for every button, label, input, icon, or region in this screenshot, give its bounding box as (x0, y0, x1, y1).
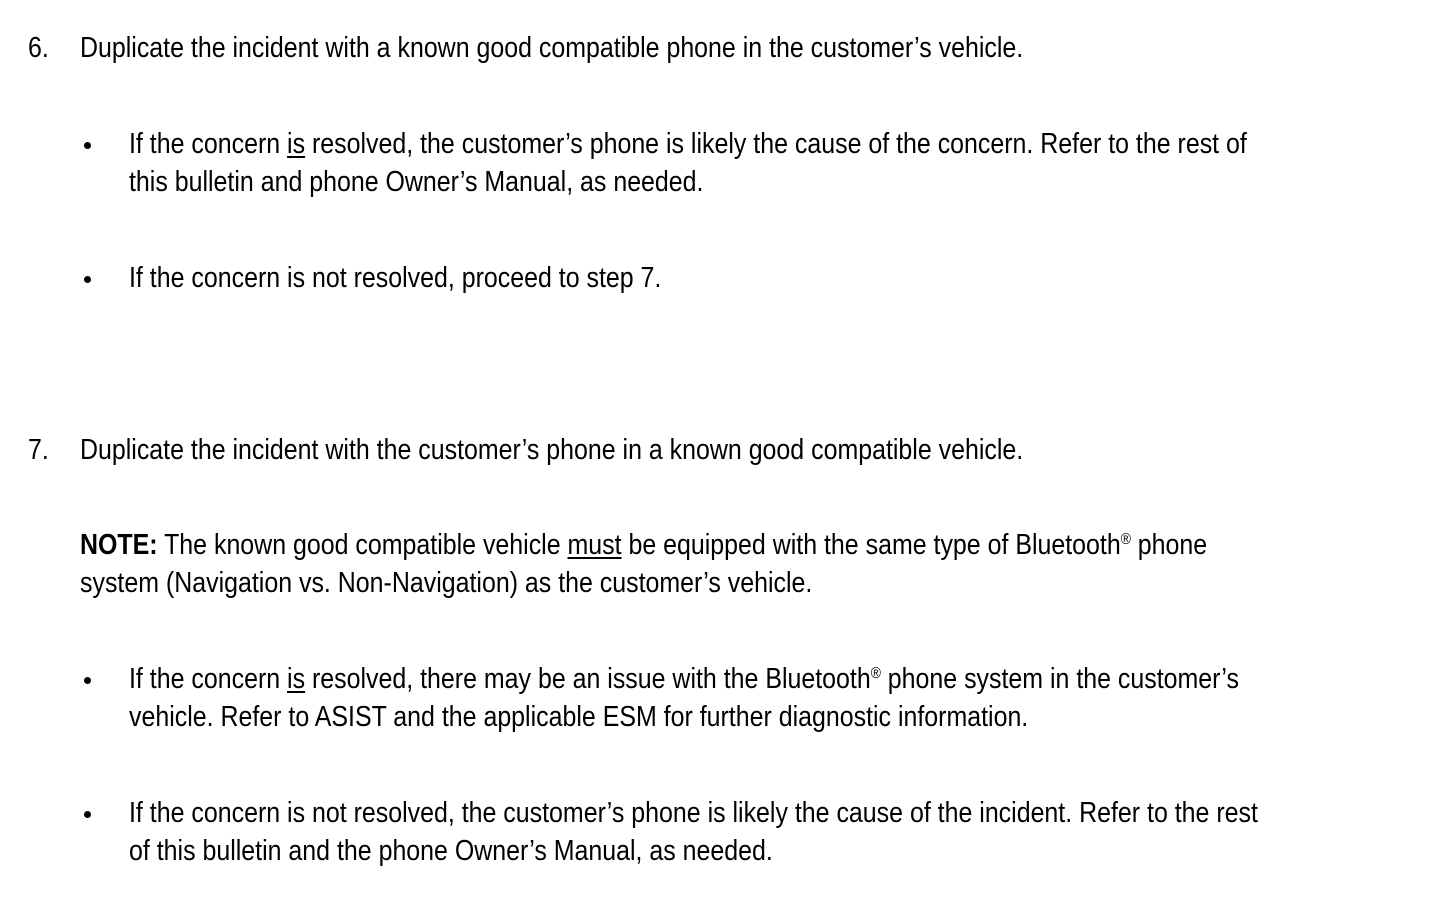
step-7-number: 7. (28, 434, 49, 466)
bullet-icon (84, 811, 91, 818)
step-7-bullet-2-line-1: If the concern is not resolved, the customer’s phone is likely the cause of the incident. Refer to the rest (129, 797, 1258, 829)
step-6-text: Duplicate the incident with a known good compatible phone in the customer’s vehicle. (80, 32, 1024, 64)
step-6-number: 6. (28, 32, 49, 64)
bullet-icon (84, 276, 91, 283)
step-6-bullet-1-line-1: If the concern is resolved, the customer’s phone is likely the cause of the concern. Refer to the rest of (129, 128, 1247, 160)
step-7-bullet-2-line-2: of this bulletin and the phone Owner’s Manual, as needed. (129, 835, 773, 867)
step-7-bullet-1-line-1: If the concern is resolved, there may be an issue with the Bluetooth® phone system in the customer’s (129, 663, 1239, 695)
step-6-bullet-1-line-2: this bulletin and phone Owner’s Manual, as needed. (129, 166, 704, 198)
step-7-bullet-1-line-2: vehicle. Refer to ASIST and the applicable ESM for further diagnostic information. (129, 701, 1029, 733)
bullet-icon (84, 142, 91, 149)
note-line-2: system (Navigation vs. Non-Navigation) as the customer’s vehicle. (80, 567, 813, 599)
bullet-icon (84, 677, 91, 684)
note-line-1: NOTE: The known good compatible vehicle must be equipped with the same type of Bluetooth® phone (80, 529, 1208, 561)
step-6-bullet-2: If the concern is not resolved, proceed to step 7. (129, 262, 662, 294)
step-7-text: Duplicate the incident with the customer’s phone in a known good compatible vehicle. (80, 434, 1024, 466)
note-label: NOTE: (80, 529, 158, 561)
